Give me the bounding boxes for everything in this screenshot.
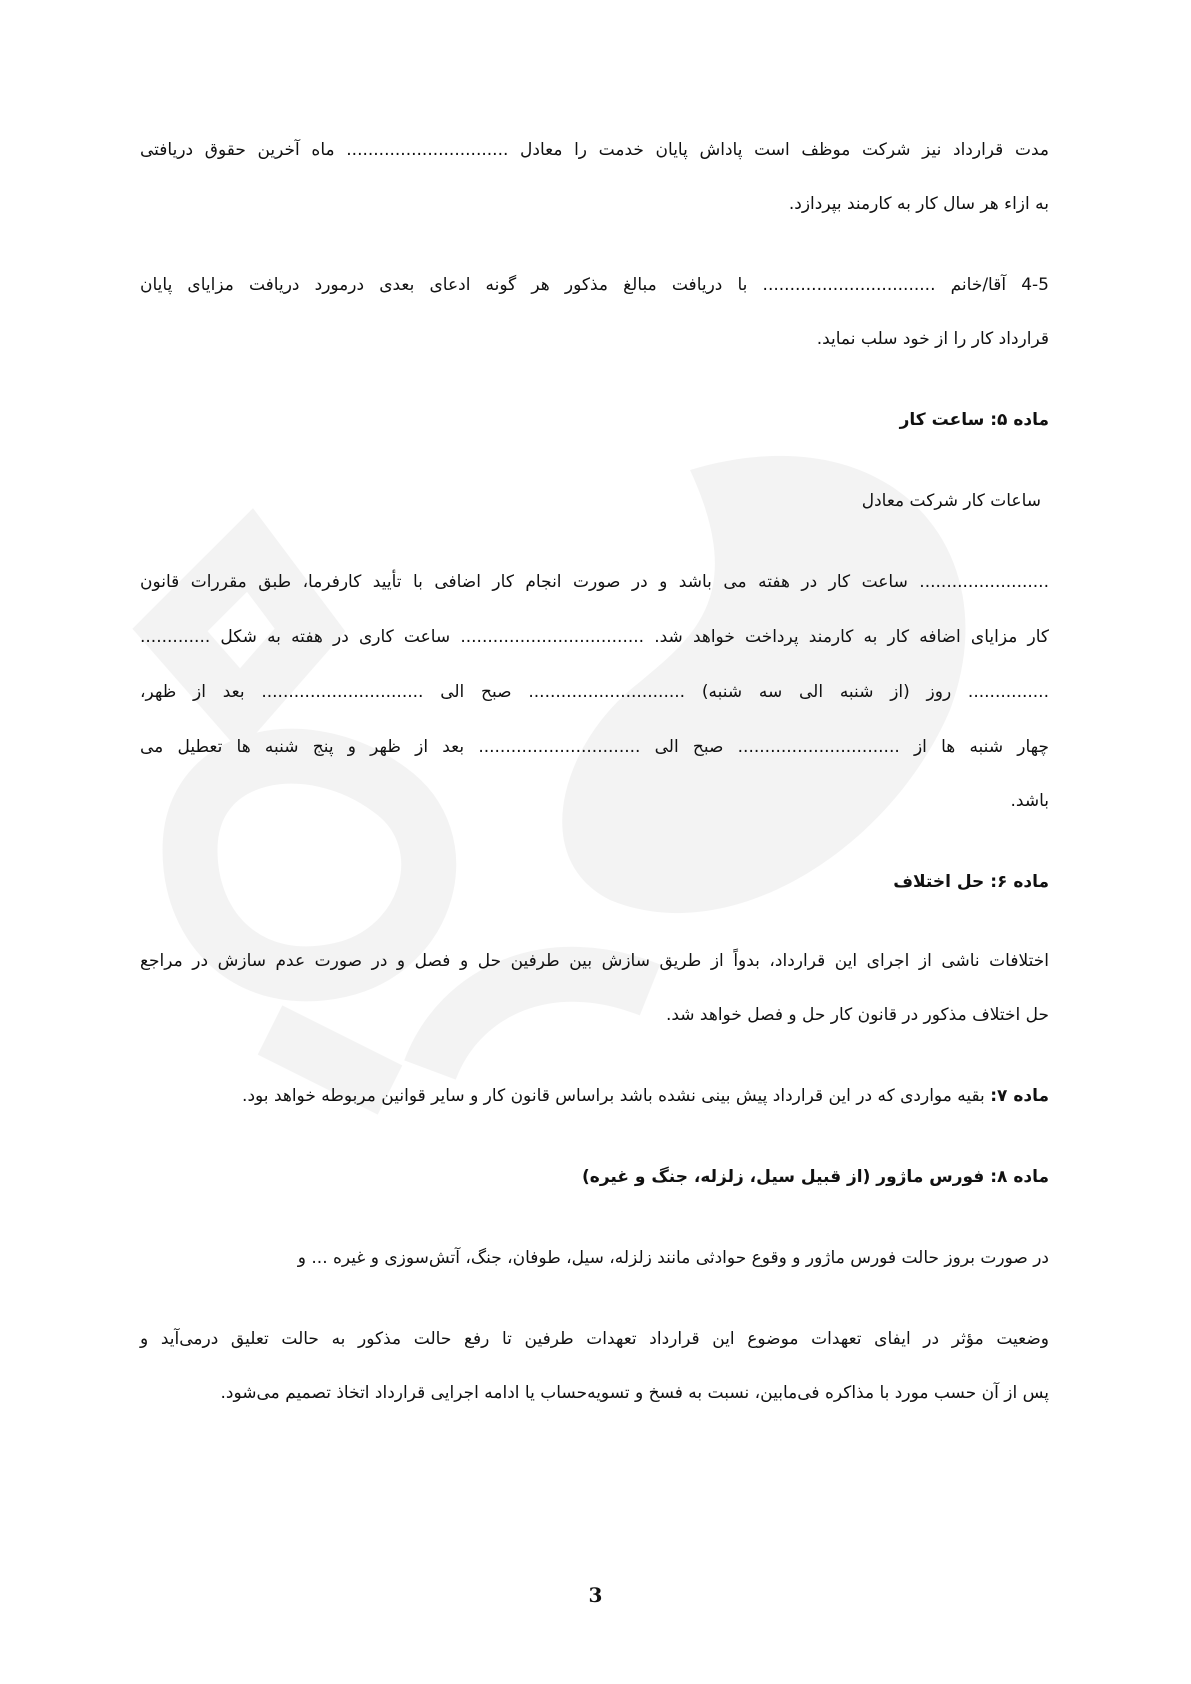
- dispute-resolution-line-2: حل اختلاف مذکور در قانون کار حل و فصل خواهد شد.: [665, 1005, 1049, 1025]
- article-5-heading: ماده ۵: ساعت کار: [899, 410, 1049, 430]
- working-hours-line-3: ............... روز (از شنبه الی سه شنبه) ............................. صبح الی .............................. بعد از ظهر،: [140, 682, 1049, 702]
- page-number: 3: [588, 1583, 603, 1607]
- clause-4-5-line-1: 4-5 آقا/خانم ................................ با دریافت مبالغ مذکور هر گونه ادعای بعدی درمورد دریافت مزایای پایان: [140, 275, 1049, 295]
- article-7-label: ماده ۷:: [990, 1086, 1049, 1106]
- article-6-heading: ماده ۶: حل اختلاف: [893, 872, 1049, 892]
- severance-paragraph-line-2: به ازاء هر سال کار به کارمند بپردازد.: [788, 194, 1049, 214]
- working-hours-line-2: کار مزایای اضافه کار به کارمند پرداخت خواهد شد. .................................. ساعت کاری در هفته به شکل .............: [140, 627, 1049, 647]
- severance-paragraph-line-1: مدت قرارداد نیز شرکت موظف است پاداش پایان خدمت را معادل .............................. ماه آخرین حقوق دریافتی: [140, 140, 1049, 160]
- dispute-resolution-line-1: اختلافات ناشی از اجرای این قرارداد، بدواً از طریق سازش بین طرفین حل و فصل و در صورت عدم سازش در مراجع: [140, 951, 1049, 971]
- force-majeure-line-3: پس از آن حسب مورد با مذاکره فی‌مابین، نسبت به فسخ و تسویه‌حساب یا ادامه اجرایی قرارداد اتخاذ تصمیم می‌شود.: [220, 1383, 1049, 1403]
- working-hours-line-4: چهار شنبه ها از .............................. صبح الی .............................. بعد از ظهر و پنج شنبه ها تعطیل می: [140, 737, 1049, 757]
- force-majeure-line-2: وضعیت مؤثر در ایفای تعهدات موضوع این قرارداد تعهدات طرفین تا رفع حالت مذکور به حالت تعلیق درمی‌آید و: [140, 1329, 1049, 1349]
- article-7-paragraph: [242, 1084, 1049, 1108]
- working-hours-intro: ساعات کار شرکت معادل: [861, 491, 1041, 511]
- article-7-text: بقیه مواردی که در این قرارداد پیش بینی نشده باشد براساس قانون کار و سایر قوانین مربوطه خواهد بود.: [242, 1086, 991, 1106]
- force-majeure-line-1: در صورت بروز حالت فورس ماژور و وقوع حوادثی مانند زلزله، سیل، طوفان، جنگ، آتش‌سوزی و غیره ... و: [297, 1248, 1049, 1268]
- working-hours-line-5: باشد.: [1010, 791, 1049, 811]
- article-8-heading: ماده ۸: فورس ماژور (از قبیل سیل، زلزله، جنگ و غیره): [582, 1167, 1049, 1187]
- working-hours-line-1: ........................ ساعت کار در هفته می باشد و در صورت انجام کار اضافی با تأیید کارفرما، طبق مقررات قانون: [140, 572, 1049, 592]
- clause-4-5-line-2: قرارداد کار را از خود سلب نماید.: [816, 329, 1049, 349]
